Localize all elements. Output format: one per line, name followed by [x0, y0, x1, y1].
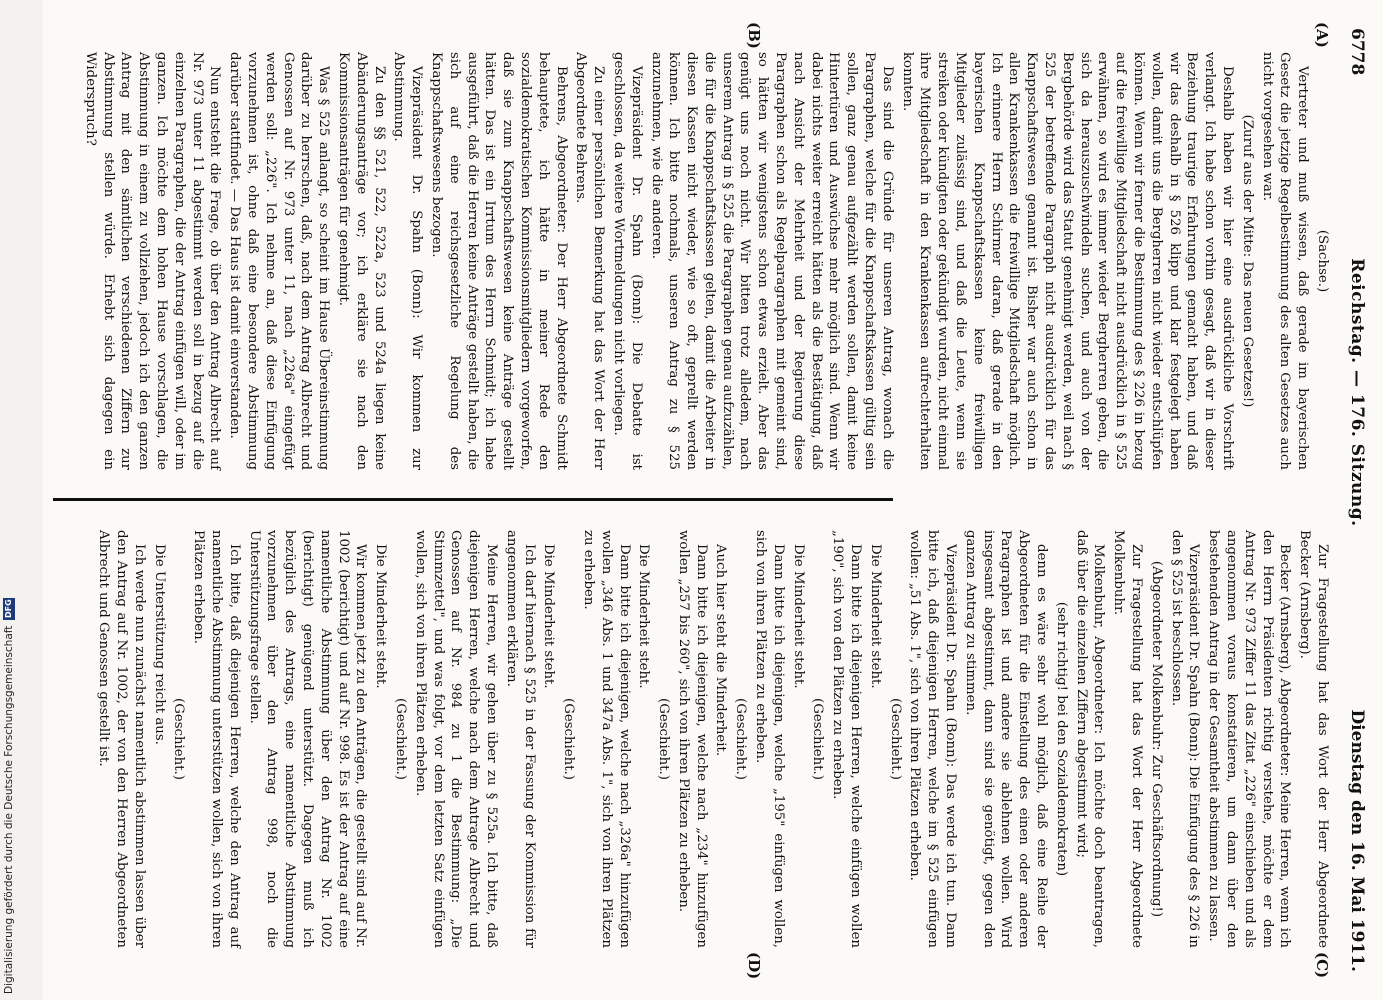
paragraph: (Sachse.) — [1315, 229, 1330, 293]
paragraph: Wir kommen jetzt zu den Anträgen, die gestellt sind auf Nr. 1002 (berichtigt) und auf Nr. 998. Es ist der Antrag auf eine namentliche Abstimmung über den Antrag Nr. 1002 (berichtigt) genügend unterstützt. Dagegen muß ich bezüglich des Antrags, eine namentliche Abstimmung vorzunehmen über den Antrag 998, noch die Unterstützungsfrage stellen. — [246, 530, 369, 948]
paragraph: Zur Fragestellung hat das Wort der Herr Abgeordnete Becker (Arnsberg). — [1297, 530, 1330, 948]
margin-letter-b: (B) — [745, 22, 763, 49]
paragraph: Dann bitte ich diejenigen, welche nach „234" hinzufügen wollen „257 bis 260", sich von ihren Plätzen zu erheben. — [675, 530, 709, 948]
paragraph: (Geschieht.) — [392, 698, 408, 780]
paragraph: Die Minderheit steht. — [790, 544, 806, 689]
paragraph: Vizepräsident Dr. Spahn (Bonn): Wir kommen zur Abstimmung. — [391, 52, 425, 470]
paragraph: Vizepräsident Dr. Spahn (Bonn): Die Debatte ist geschlossen, da weitere Wortmeldungen nicht vorliegen. — [610, 52, 644, 470]
paragraph: (Abgeordneter Molkenbuhr: Zur Geschäftsordnung!) — [1148, 560, 1164, 918]
margin-letter-a: (A) — [1313, 22, 1331, 48]
paragraph: (Geschieht.) — [656, 698, 672, 780]
paragraph: Was § 525 anlangt, so scheint im Hause Übereinstimmung darüber zu herrschen, daß, nach dem Antrag Albrecht und Genossen auf Nr. 973 unter 11, nach „226a" eingefügt werden soll: „226". Ich nehme an, daß diese Einfügung vorzunehmen ist, ohne daß eine besondere Abstimmung darüber stattfindet. — Das Haus ist damit einverstanden. — [227, 52, 332, 470]
paragraph: Vertreter und muß wissen, daß gerade im bayerischen Gesetz die jetzige Regelbestimmung des alten Gesetzes auch nicht vorgesehen war. — [1259, 52, 1311, 470]
paragraph: (Zuruf aus der Mitte: Das neuen Gesetzes!) — [1239, 114, 1255, 408]
column-divider — [53, 498, 893, 501]
paragraph: Die Minderheit steht. — [541, 544, 557, 689]
page-number: 6778 — [1347, 28, 1367, 76]
paragraph: Ich werde nun zunächst namentlich abstimmen lassen über den Antrag auf Nr. 1002, der von den Herren Abgeordneten Albrecht und Genossen gestellt ist. — [96, 530, 147, 948]
paragraph: Meine Herren, wir gehen über zu § 525a. Ich bitte, daß diejenigen Herren, welche nach dem Antrage Albrecht und Genossen auf Nr. 984 zu 1 die Bestimmung: „Die Stimmzettel", und was folgt, vor dem letzten Satz einfügen wollen, sich von ihren Plätzen erheben. — [412, 530, 499, 948]
paragraph: Zu den §§ 521, 522, 522a, 523 und 524a liegen keine Abänderungsanträge vor; ich erkläre sie nach den Kommissionsanträgen für genehmigt. — [335, 52, 387, 470]
paragraph: Zu einer persönlichen Bemerkung hat das Wort der Herr Abgeordnete Behrens. — [573, 52, 607, 470]
paragraph: Deshalb haben wir hier eine ausdrückliche Vorschrift verlangt. Ich habe schon vorhin gesagt, daß wir in dieser Beziehung traurige Erfahrungen gemacht haben, und daß wir das deshalb in § 526 klipp und klar festgelegt haben wollen, damit uns die Bergherren nicht wieder entschlüpfen können. Wenn wir ferner die Bestimmung des § 226 in bezug auf die freiwillige Mitgliedschaft nicht ausdrücklich in § 525 erwähnen, so wird es immer wieder Bergherren geben, die sich da herauszuschwindeln suchen, und auch von der Bergbehörde wird das Statut genehmigt werden, weil nach § 525 der betreffende Paragraph nicht ausdrücklich für das Knappschaftswesen genannt ist. Bisher war auch schon in allen Krankenkassen die freiwillige Mitgliedschaft möglich. Ich erinnere Herrn Schirmer daran, daß gerade in den bayerischen Knappschaftskassen keine freiwilligen Mitglieder zulässig sind, und daß die Leute, wenn sie streiken oder kündigten oder gekündigt wurden, nicht einmal ihre Mitgliedschaft in den Krankenkassen aufrechterhalten konnten. — [899, 52, 1236, 470]
paragraph: denn es wäre sehr wohl möglich, daß eine Reihe der Abgeordneten für die Einstellung des einen oder anderen Paragraphen ist und andere sie ablehnen wollen. Wird insgesamt abgestimmt, dann sind sie genötigt, gegen den ganzen Antrag zu stimmen. — [962, 530, 1050, 948]
paragraph: Die Minderheit steht. — [867, 544, 883, 689]
paragraph: (Geschieht.) — [810, 698, 826, 780]
paragraph: Ich darf hiernach § 525 in der Fassung der Kommission für angenommen erklären. — [503, 530, 537, 948]
paragraph: Zur Fragestellung hat das Wort der Herr Abgeordnete Molkenbuhr. — [1111, 530, 1145, 948]
paragraph: Die Unterstützung reicht aus. — [151, 544, 167, 745]
paragraph: Nun entsteht die Frage, ob über den Antrag Albrecht auf Nr. 973 unter 11 abgestimmt werden soll in bezug auf die einzelnen Paragraphen, die der Antrag einfügen will, oder im ganzen. Ich möchte dem hohen Hause vorschlagen, die Abstimmung in einem zu vollziehen, jedoch ich den ganzen Antrag mit den sämtlichen verschiedenen Ziffern zur Abstimmung stellen würde. Erhebt sich dagegen ein Widerspruch? — [82, 52, 223, 470]
paragraph: Das sind die Gründe für unseren Antrag, wonach die Paragraphen, welche für die Knappschaftskassen gültig sein sollen, ganz genau aufgezählt werden sollen, damit keine Hintertüren und Auswüchse mehr möglich sind. Wenn wir dabei nichts weiter erreicht hätten als die Bestätigung, daß nach Ansicht der Mehrheit und der Regierung diese Paragraphen schon als Regelparagraphen mit gemeint sind, so hätten wir wenigstens schon etwas erzielt. Aber das genügt uns noch nicht. Wir bitten trotz alledem, nach unserem Antrag in § 525 die Paragraphen genau aufzuzählen, die für die Knappschaftskassen gelten, damit die Arbeiter in diesen Kassen nicht wieder, wie so oft, geprellt werden können. Ich bitte nochmals, unseren Antrag zu § 525 anzunehmen, wie die anderen. — [648, 52, 895, 470]
paragraph: Vizepräsident Dr. Spahn (Bonn): Das werde ich tun. Dann bitte ich, daß diejenigen Herren, welche im § 525 einfügen wollen: „51 Abs. 1", sich von ihren Plätzen erheben. — [907, 530, 959, 948]
header-date: Dienstag den 16. Mai 1911. — [1347, 709, 1367, 972]
page-header — [1343, 28, 1371, 972]
margin-letter-d: (D) — [745, 952, 763, 980]
right-column — [92, 530, 1331, 948]
paragraph: (Geschieht.) — [733, 698, 749, 780]
paragraph: Dann bitte ich diejenigen Herren, welche einfügen wollen „190", sich von den Plätzen zu erheben. — [830, 530, 864, 948]
credit-text: Digitalisierung gefördert durch die Deutsche Forschungsgemeinschaft — [3, 625, 15, 994]
paragraph: (Geschieht.) — [561, 698, 577, 780]
paragraph: Becker (Arnsberg), Abgeordneter: Meine Herren, wenn ich den Herrn Präsidenten richtig verstehe, möchte er dem Antrag Nr. 973 Ziffer 11 das Zitat „226" einschieben und als angenommen voraus konstatieren, um dann über den bestehenden Antrag in der Gesamtheit abstimmen zu lassen. — [1206, 530, 1293, 948]
paragraph: Dann bitte ich diejenigen, welche nach „326a" hinzufügen wollen „346 Abs. 1 und 347a Abs. 1", sich von ihren Plätzen zu erheben. — [580, 530, 632, 948]
left-column — [79, 52, 1331, 470]
paragraph: (sehr richtig! bei den Sozialdemokraten) — [1053, 601, 1069, 877]
paragraph: Dann bitte ich diejenigen, welche „195" einfügen wollen, sich von ihren Plätzen zu erheben. — [753, 530, 786, 948]
paragraph: Die Minderheit steht. — [636, 544, 652, 689]
paragraph: Die Minderheit steht. — [373, 544, 389, 689]
paragraph: Vizepräsident Dr. Spahn (Bonn): Die Einfügung des § 226 in den § 525 ist beschlossen. — [1168, 530, 1202, 948]
header-title: Reichstag. — 176. Sitzung. — [1347, 258, 1367, 527]
margin-letter-c: (C) — [1313, 952, 1331, 979]
paragraph: (Geschieht.) — [171, 698, 187, 780]
digitization-credit — [2, 594, 16, 994]
paragraph: Behrens, Abgeordneter: Der Herr Abgeordnete Schmidt behauptete, ich hätte in meiner Rede den sozialdemokratischen Kommissionsmitgliedern vorgeworfen, daß sie zum Knappschaftswesen keine Anträge gestellt hätten. Das ist ein Irrtum des Herrn Schmidt; ich habe ausgeführt, daß die Herren keine Anträge gestellt haben, die sich auf eine reichsgesetzliche Regelung des Knappschaftswesens bezogen. — [428, 52, 569, 470]
paragraph: Ich bitte, daß diejenigen Herren, welche den Antrag auf namentliche Abstimmung unterstützen wollen, sich von ihren Plätzen erheben. — [191, 530, 242, 948]
scanned-page — [43, 0, 1383, 1000]
paragraph: (Geschieht.) — [887, 698, 903, 780]
dfg-logo: DFG — [4, 599, 13, 618]
paragraph: Auch hier steht die Minderheit. — [713, 544, 729, 757]
paragraph: Molkenbuhr, Abgeordneter: Ich möchte doch beantragen, daß über die einzelnen Ziffern abgestimmt wird; — [1073, 530, 1107, 948]
